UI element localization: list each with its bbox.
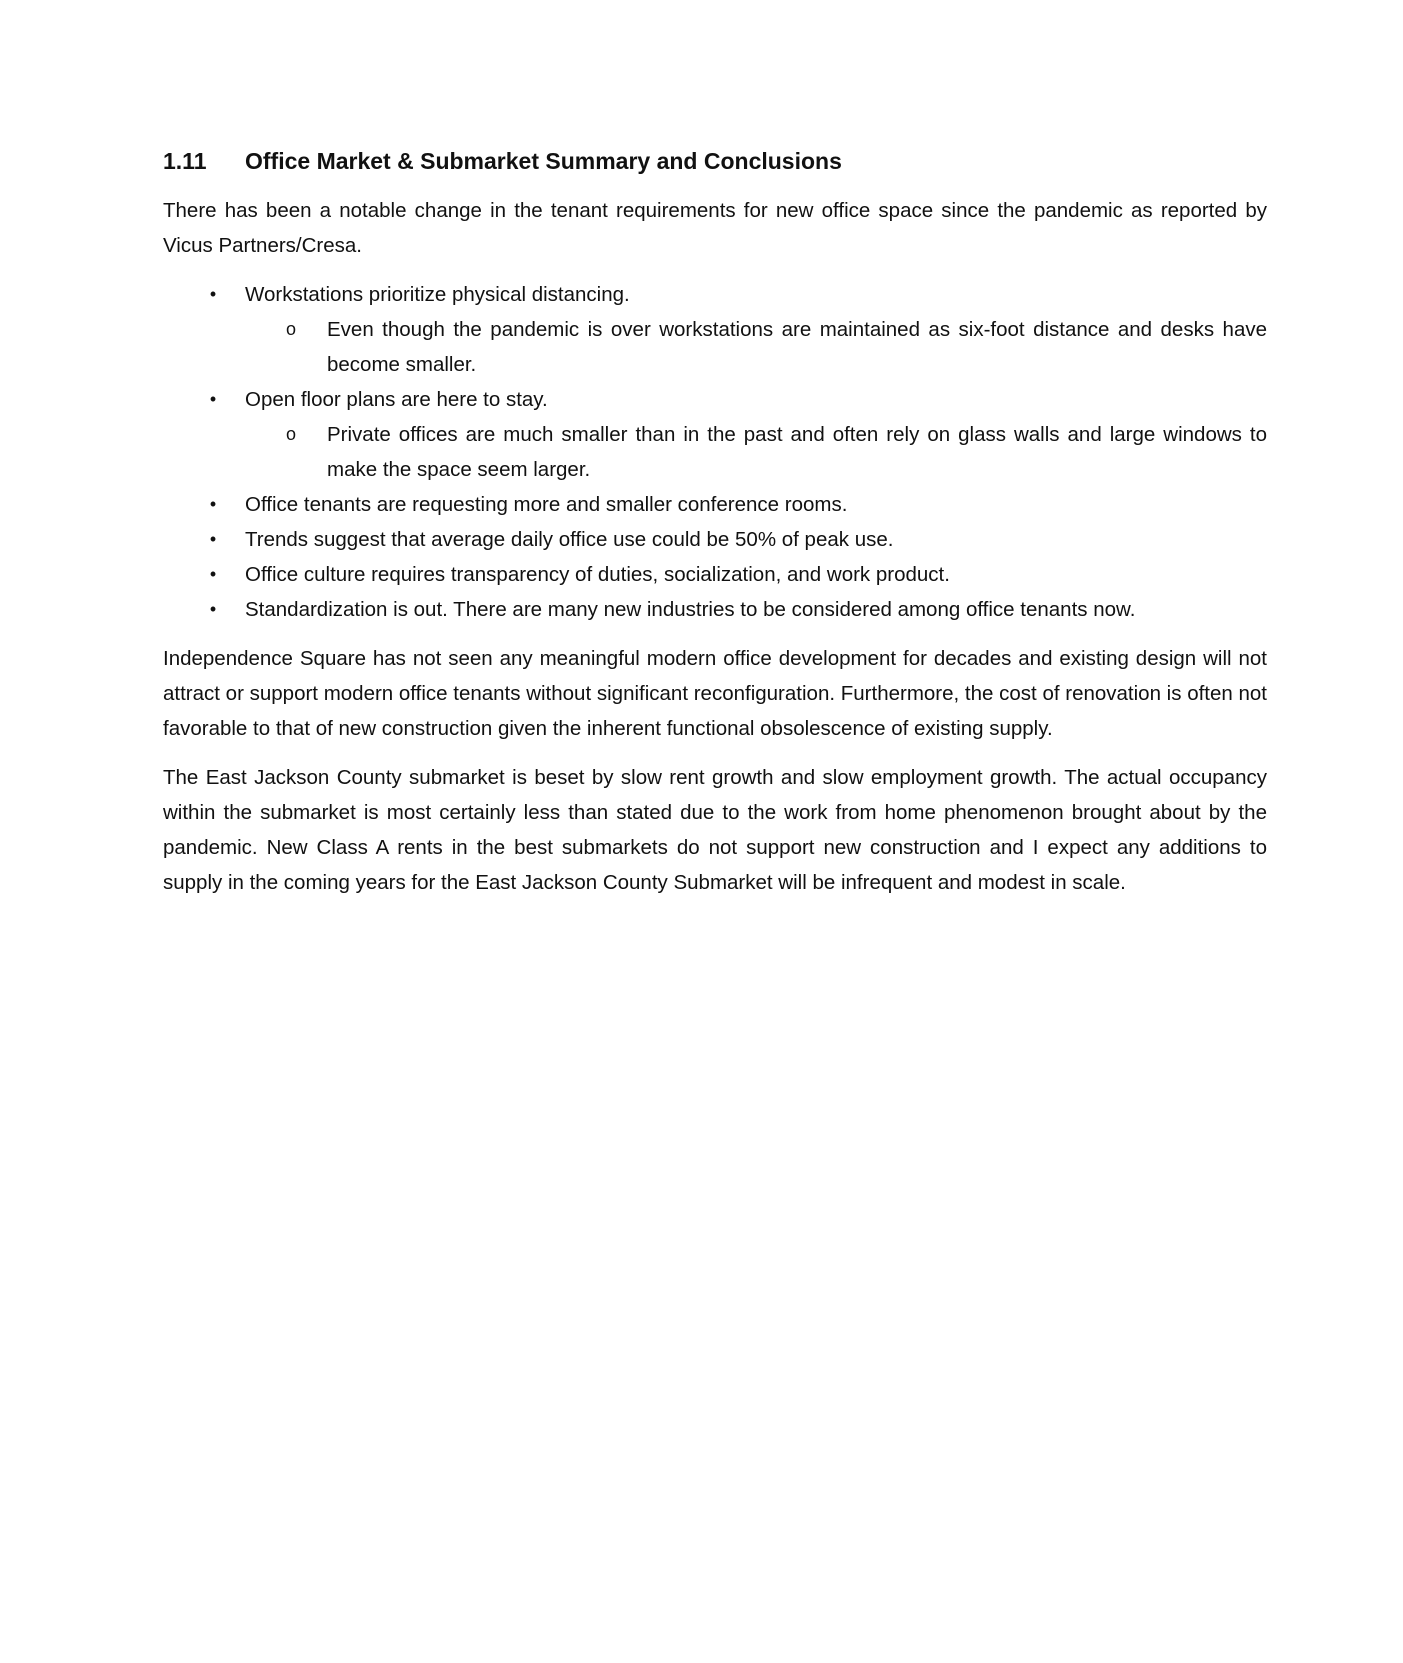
bullet-marker: • [209,529,217,549]
trend-bullet-list [163,277,1267,627]
sub-bullet-marker: o [285,424,296,444]
bullet-marker: • [209,564,217,584]
section-number: 1.11 [163,148,207,174]
sub-bullet-text: Private offices are much smaller than in the past and often rely on glass walls and large windows to make the space seem larger. [327,423,1267,481]
bullet-text: Standardization is out. There are many new industries to be considered among office tenants now. [245,598,1136,621]
bullet-item [163,592,1267,627]
sub-bullet-marker: o [285,319,296,339]
page-content [163,146,1267,914]
bullet-marker: • [209,389,217,409]
bullet-text: Office culture requires transparency of duties, socialization, and work product. [245,563,950,586]
intro-paragraph: There has been a notable change in the tenant requirements for new office space since the pandemic as reported by Vicus Partners/Cresa. [163,199,1267,257]
sub-bullet-item [245,312,1267,382]
bullet-item [163,557,1267,592]
bullet-text: Open floor plans are here to stay. [245,388,548,411]
body-paragraph-independence-square: Independence Square has not seen any meaningful modern office development for decades and existing design will not attract or support modern office tenants without significant reconfiguration. Furthermore, the cost of renovation is often not favorable to that of new construction given the inherent functional obsolescence of existing supply. [163,647,1267,740]
bullet-marker: • [209,284,217,304]
bullet-text: Workstations prioritize physical distancing. [245,283,630,306]
section-title: Office Market & Submarket Summary and Conclusions [245,148,842,174]
section-heading [163,146,1267,176]
bullet-text: Office tenants are requesting more and smaller conference rooms. [245,493,848,516]
sub-bullet-text: Even though the pandemic is over workstations are maintained as six-foot distance and desks have become smaller. [327,318,1267,376]
sub-bullet-list [245,417,1267,487]
bullet-item [163,382,1267,487]
bullet-marker: • [209,494,217,514]
bullet-item [163,277,1267,382]
bullet-marker: • [209,599,217,619]
bullet-text: Trends suggest that average daily office use could be 50% of peak use. [245,528,894,551]
body-paragraph-east-jackson-county: The East Jackson County submarket is beset by slow rent growth and slow employment growth. The actual occupancy within the submarket is most certainly less than stated due to the work from home phenomenon brought about by the pandemic. New Class A rents in the best submarkets do not support new construction and I expect any additions to supply in the coming years for the East Jackson County Submarket will be infrequent and modest in scale. [163,766,1267,894]
sub-bullet-item [245,417,1267,487]
bullet-item [163,522,1267,557]
bullet-item [163,487,1267,522]
sub-bullet-list [245,312,1267,382]
